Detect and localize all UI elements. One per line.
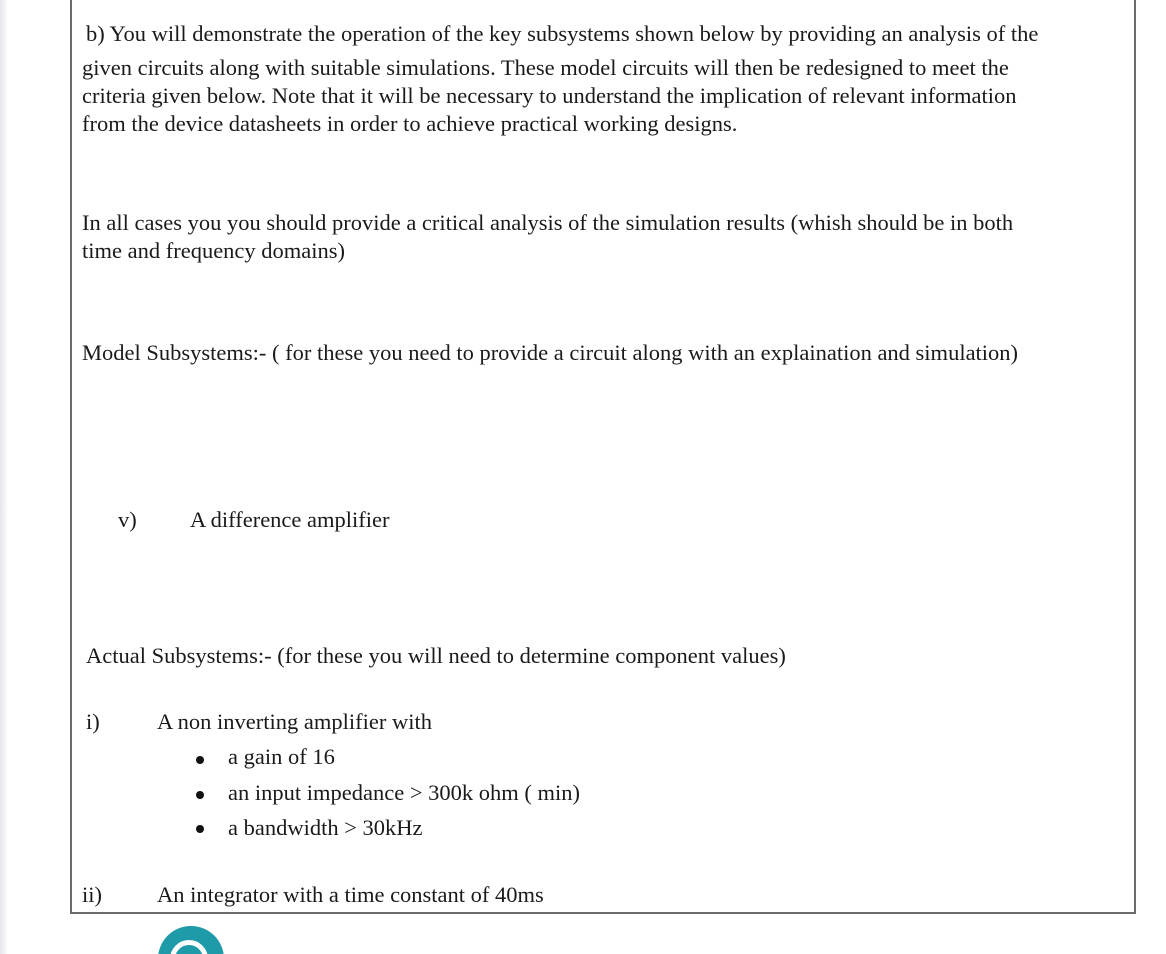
- actual-item-1-marker: i): [86, 709, 100, 734]
- actual-item-2-text: An integrator with a time constant of 40ms: [157, 882, 544, 907]
- actual-item-1-bullet-2: an input impedance > 300k ohm ( min): [228, 780, 580, 805]
- analysis-note-line-1: In all cases you you should provide a critical analysis of the simulation results (whish should be in both: [82, 210, 1014, 235]
- model-subsystems-heading: Model Subsystems:- ( for these you need to provide a circuit along with an explaination and simulation): [82, 340, 1019, 365]
- analysis-note-line-2: time and frequency domains): [82, 238, 346, 263]
- actual-item-2-marker: ii): [82, 882, 102, 907]
- bullet-dot: [196, 756, 204, 764]
- actual-subsystems-heading: Actual Subsystems:- (for these you will need to determine component values): [86, 643, 786, 668]
- actual-item-1-bullet-3: a bandwidth > 30kHz: [228, 815, 423, 840]
- page-edge-shadow: [0, 0, 8, 954]
- bullet-dot: [196, 791, 204, 799]
- actual-item-1-text: A non inverting amplifier with: [157, 709, 432, 734]
- section-b-line-1: b) You will demonstrate the operation of the key subsystems shown below by providing an analysis of the: [86, 21, 1039, 46]
- section-b-line-4: from the device datasheets in order to achieve practical working designs.: [82, 111, 738, 136]
- bullet-dot: [196, 825, 204, 833]
- model-item-marker: v): [118, 507, 137, 532]
- section-b-line-2: given circuits along with suitable simulations. These model circuits will then be redesigned to meet the: [82, 55, 1009, 80]
- actual-item-1-bullet-1: a gain of 16: [228, 744, 335, 769]
- circular-app-logo-icon[interactable]: [158, 926, 224, 954]
- section-b-line-3: criteria given below. Note that it will be necessary to understand the implication of relevant information: [82, 83, 1017, 108]
- model-item-text: A difference amplifier: [190, 507, 390, 532]
